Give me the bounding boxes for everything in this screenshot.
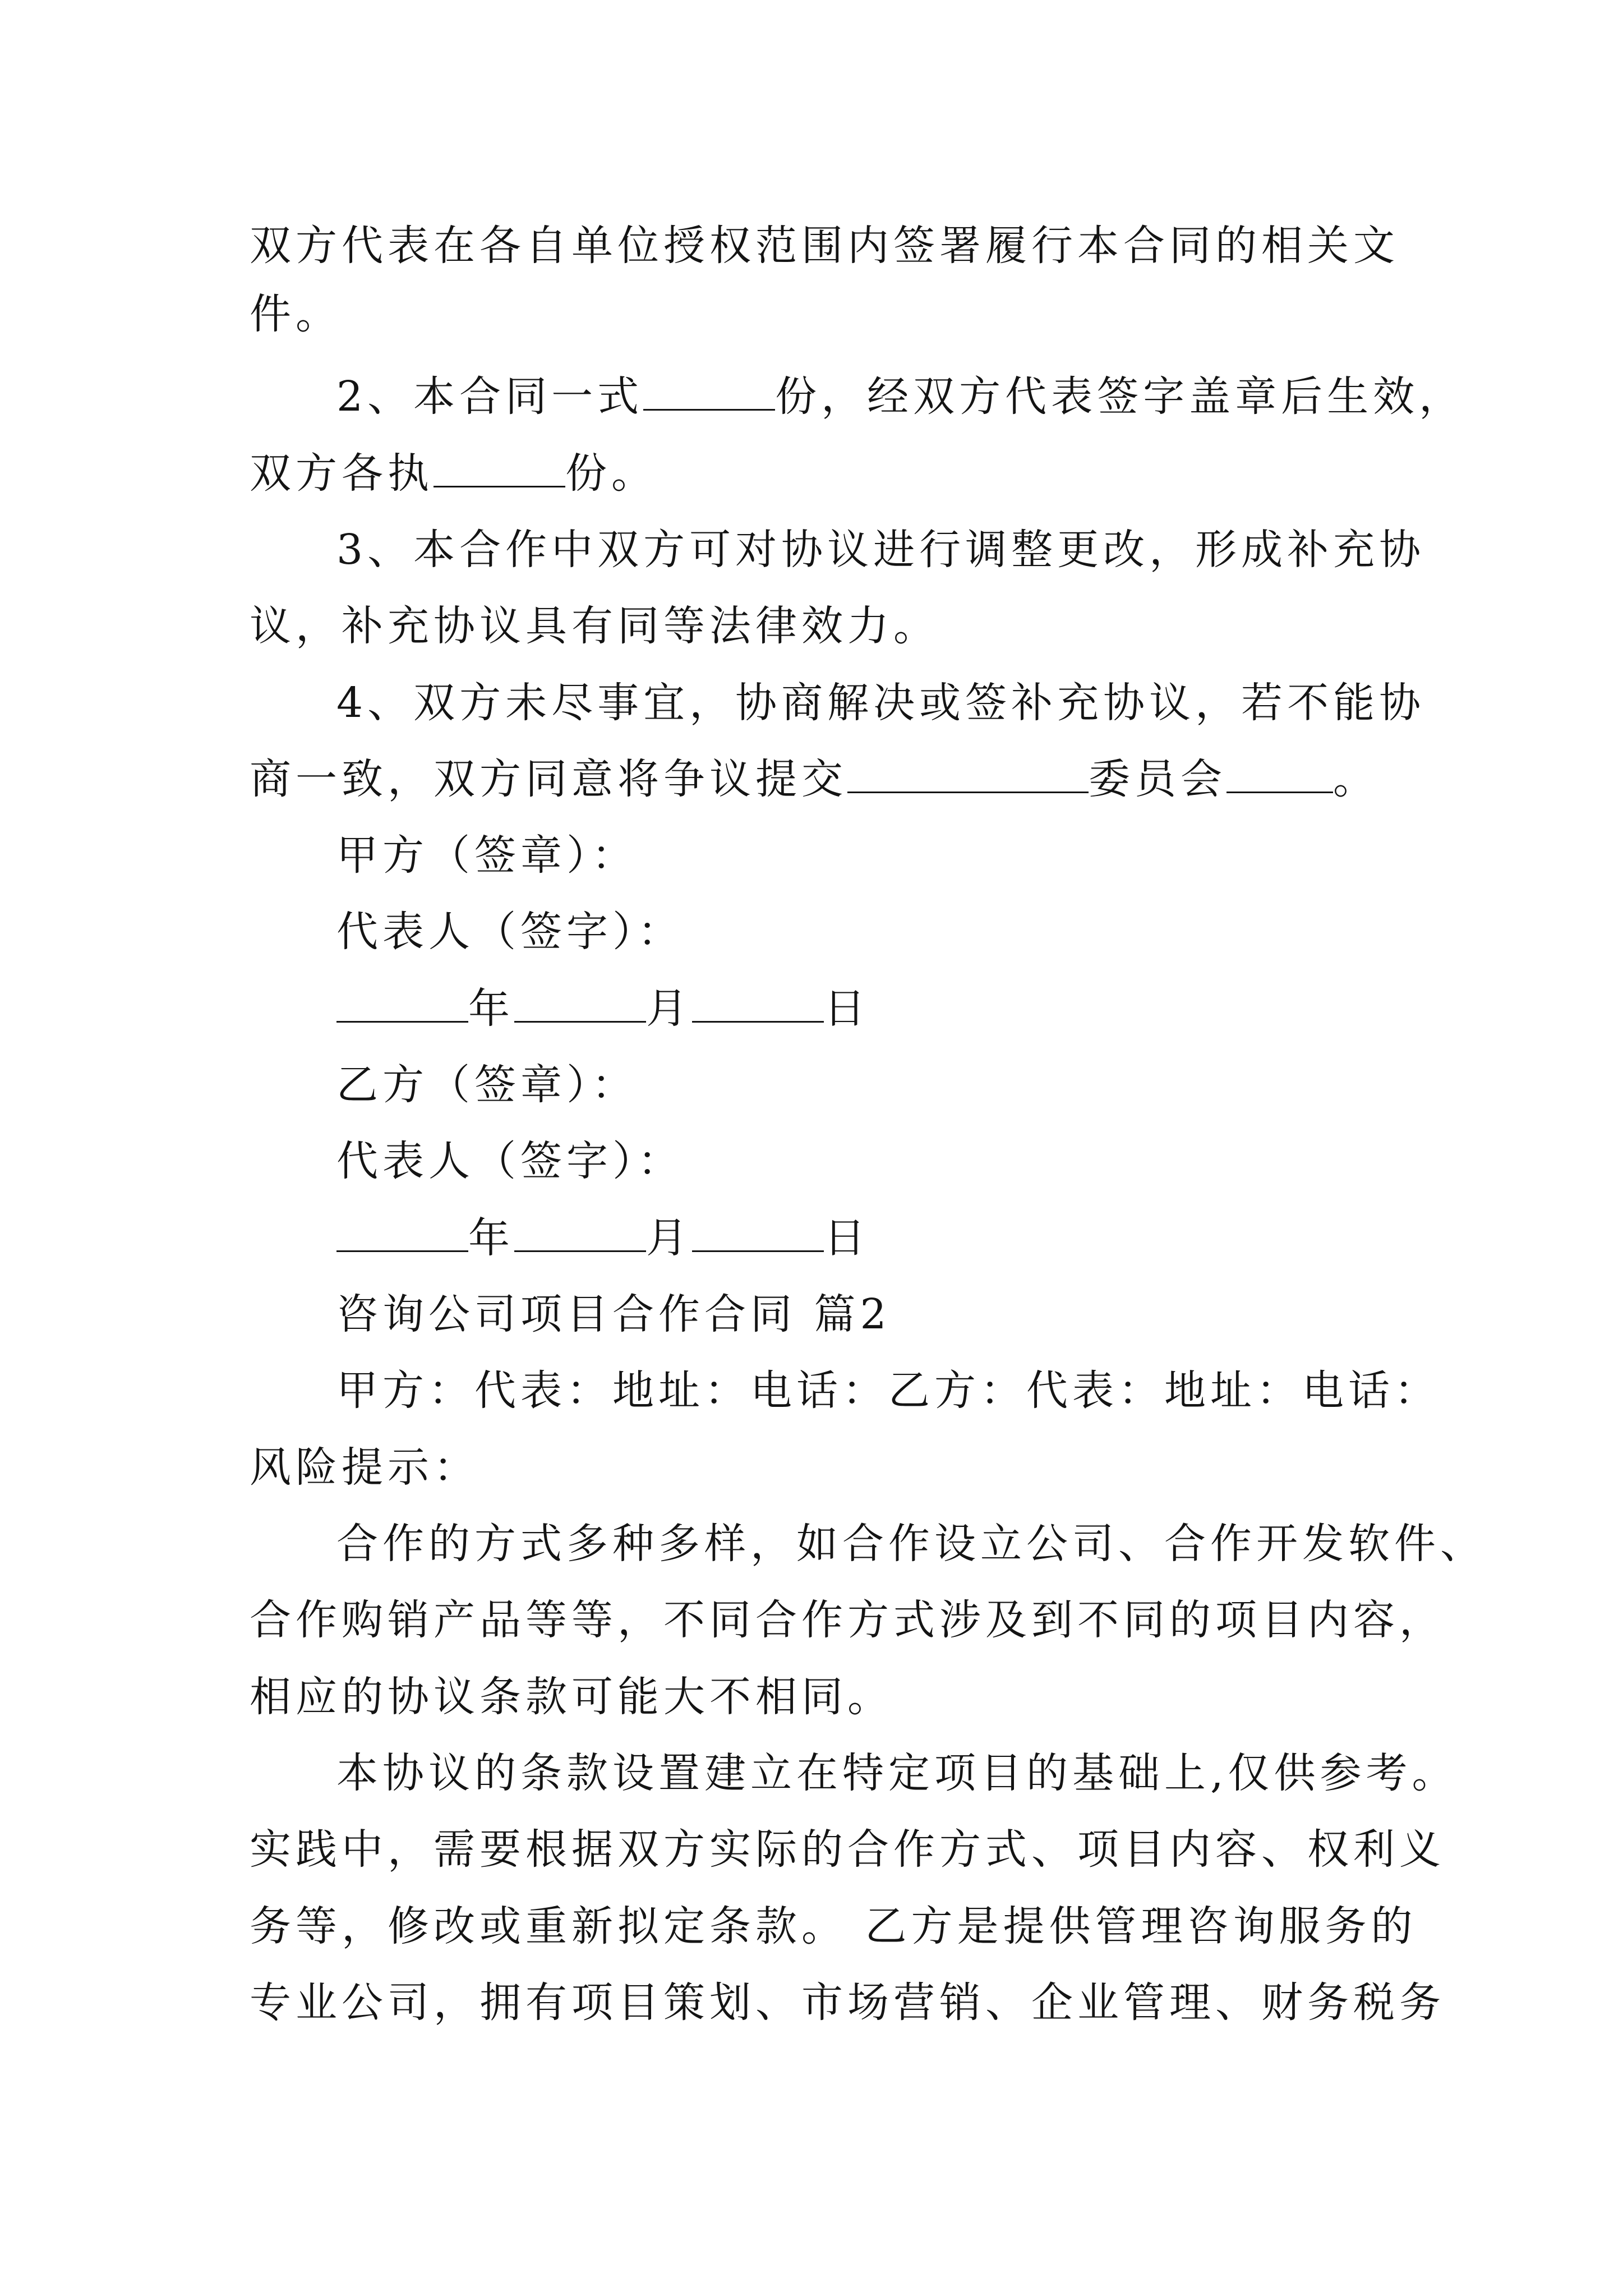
party-b-seal: 乙方（签章）： bbox=[336, 1061, 638, 1109]
para2-line2-b: 份。 bbox=[565, 449, 657, 498]
section2-header-line: 甲方：代表：地址：电话：乙方：代表：地址：电话： bbox=[336, 1366, 1440, 1415]
month-label: 月 bbox=[646, 1214, 692, 1262]
year-label: 年 bbox=[468, 984, 514, 1033]
each-copies-blank bbox=[434, 449, 565, 487]
party-b-date bbox=[336, 1210, 870, 1266]
arbitration-blank bbox=[847, 754, 1089, 793]
para1-line2: 件。 bbox=[250, 290, 342, 338]
section2-p1-line2: 合作购销产品等等，不同合作方式涉及到不同的项目内容， bbox=[250, 1596, 1445, 1644]
committee-blank bbox=[1227, 754, 1333, 793]
month-blank bbox=[514, 1213, 646, 1252]
para2-line1 bbox=[336, 369, 1465, 425]
para3-line1: 3、本合作中双方可对协议进行调整更改，形成补充协 bbox=[336, 526, 1426, 574]
party-a-seal: 甲方（签章）： bbox=[336, 831, 638, 880]
party-a-date bbox=[336, 981, 870, 1037]
party-b-rep: 代表人（签字）： bbox=[336, 1137, 684, 1185]
para2-line2-a: 双方各执 bbox=[250, 449, 434, 498]
party-a-rep: 代表人（签字）： bbox=[336, 908, 684, 956]
section2-p1-line1: 合作的方式多种多样，如合作设立公司、合作开发软件、 bbox=[336, 1520, 1486, 1568]
month-label: 月 bbox=[646, 984, 692, 1033]
para2-line1-a: 2、本合同一式 bbox=[336, 372, 644, 421]
para4-line2-c: 。 bbox=[1333, 755, 1379, 803]
para2-line1-b: 份，经双方代表签字盖章后生效， bbox=[775, 372, 1465, 421]
section2-p2-line4: 专业公司，拥有项目策划、市场营销、企业管理、财务税务 bbox=[250, 1978, 1445, 2027]
year-blank bbox=[336, 984, 468, 1023]
section2-p2-line2: 实践中，需要根据双方实际的合作方式、项目内容、权利义 bbox=[250, 1825, 1445, 1874]
year-blank bbox=[336, 1213, 468, 1252]
month-blank bbox=[514, 984, 646, 1023]
day-label: 日 bbox=[824, 1214, 870, 1262]
year-label: 年 bbox=[468, 1214, 514, 1262]
para3-line2: 议，补充协议具有同等法律效力。 bbox=[250, 602, 939, 650]
para2-line2 bbox=[250, 445, 657, 501]
para4-line2-b: 委员会 bbox=[1089, 755, 1227, 803]
day-blank bbox=[692, 1213, 824, 1252]
para1-line1: 双方代表在各自单位授权范围内签署履行本合同的相关文 bbox=[250, 222, 1399, 270]
para4-line2 bbox=[250, 751, 1379, 807]
section2-p1-line3: 相应的协议条款可能大不相同。 bbox=[250, 1673, 893, 1721]
section2-p2-line1: 本协议的条款设置建立在特定项目的基础上,仅供参考。 bbox=[336, 1749, 1458, 1797]
section2-p2-line3: 务等，修改或重新拟定条款。 乙方是提供管理咨询服务的 bbox=[250, 1902, 1417, 1950]
para4-line2-a: 商一致，双方同意将争议提交 bbox=[250, 755, 847, 803]
copies-blank bbox=[643, 372, 775, 411]
day-label: 日 bbox=[824, 984, 870, 1033]
day-blank bbox=[692, 984, 824, 1023]
risk-label: 风险提示： bbox=[250, 1443, 479, 1492]
para4-line1: 4、双方未尽事宜，协商解决或签补充协议，若不能协 bbox=[336, 679, 1426, 727]
section2-title: 咨询公司项目合作合同 篇2 bbox=[336, 1290, 891, 1338]
